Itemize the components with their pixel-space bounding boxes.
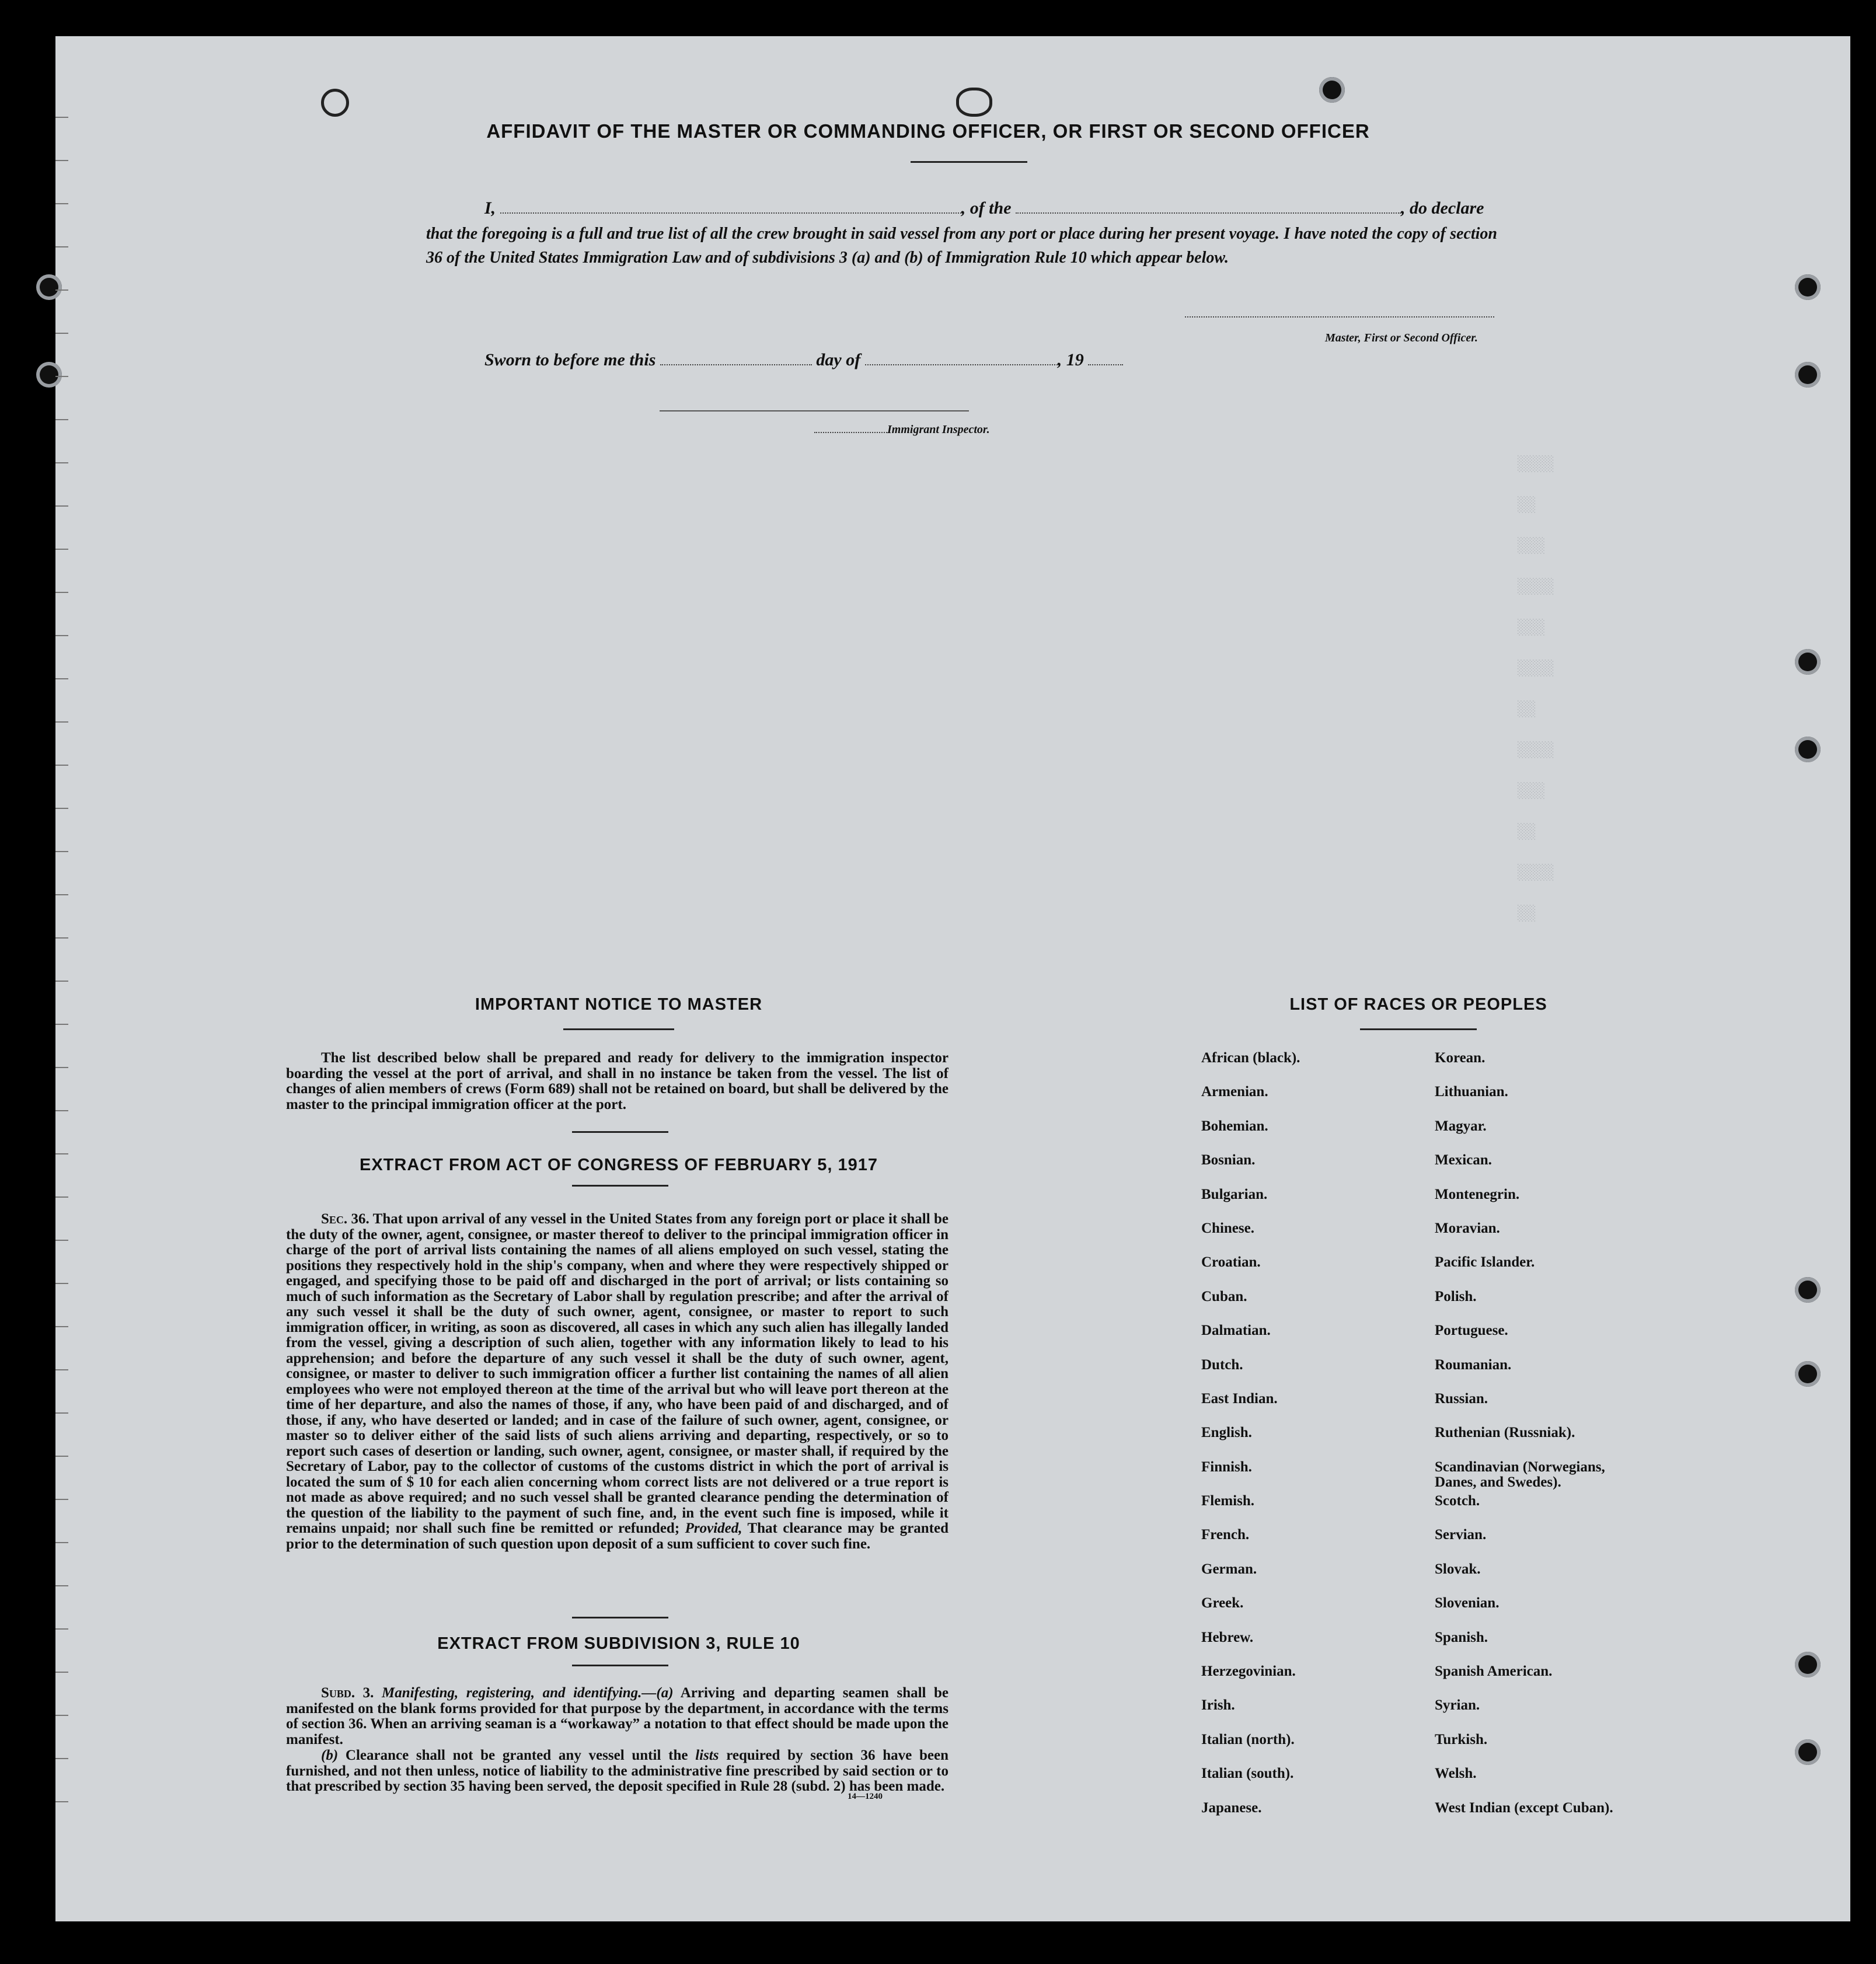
officer-signature-field[interactable] (1185, 316, 1494, 318)
punch-hole (1795, 362, 1821, 388)
margin-tick (55, 203, 68, 204)
declarant-prefix: I, (484, 198, 496, 218)
inspector-label: Immigrant Inspector. (887, 423, 990, 436)
race-item: Irish. (1201, 1697, 1235, 1714)
margin-tick (55, 419, 68, 420)
declare-suffix: , do declare (1401, 198, 1484, 218)
race-item: Lithuanian. (1435, 1084, 1508, 1100)
race-item: Spanish. (1435, 1629, 1488, 1645)
race-item: Chinese. (1201, 1220, 1254, 1236)
races-title-rule (1360, 1028, 1477, 1030)
punch-hole (1795, 649, 1821, 675)
race-item: Magyar. (1435, 1118, 1487, 1134)
margin-tick (55, 1067, 68, 1068)
margin-tick (55, 1024, 68, 1025)
race-item: East Indian. (1201, 1390, 1278, 1407)
margin-tick (55, 894, 68, 895)
race-item: Servian. (1435, 1527, 1487, 1543)
act-section-label: Sec. 36. (321, 1211, 369, 1227)
notice-divider (572, 1131, 668, 1133)
affidavit-declaration-line (484, 198, 1484, 218)
race-item: Scandinavian (Norwegians, Danes, and Swedes). (1435, 1459, 1605, 1490)
margin-tick (55, 333, 68, 334)
act-divider (572, 1617, 668, 1618)
races-column-2 (1435, 1051, 1680, 1834)
rule-b-text-2: required by section 36 have been furnished, and not then unless, notice of liability to the administrative fine prescribed by said section or to that prescribed by section 35 having been served, the deposit specified in Rule 28 (subd. 2) has been made. (286, 1747, 949, 1794)
rule-subd-b (286, 1748, 949, 1795)
punch-hole (1795, 1361, 1821, 1387)
vessel-name-field[interactable] (1016, 212, 1401, 214)
form-number: 14—1240 (848, 1792, 883, 1801)
margin-tick (55, 1456, 68, 1457)
rule-b-text-1: Clearance shall not be granted any vessel until the (345, 1747, 688, 1763)
margin-tick (55, 981, 68, 982)
declarant-name-field[interactable] (500, 212, 961, 214)
affidavit-title-rule (911, 161, 1027, 163)
race-item: German. (1201, 1561, 1257, 1577)
margin-tick (55, 505, 68, 507)
punch-hole (1795, 737, 1821, 762)
race-item: Flemish. (1201, 1493, 1254, 1509)
notice-body (286, 1051, 949, 1112)
punch-hole (1795, 1277, 1821, 1303)
race-item: English. (1201, 1425, 1252, 1441)
races-column-1 (1201, 1051, 1423, 1834)
margin-tick (55, 1326, 68, 1327)
act-title: EXTRACT FROM ACT OF CONGRESS OF FEBRUARY 5, 1917 (359, 1156, 878, 1174)
rule-b-lists: lists (695, 1747, 719, 1763)
race-item: Polish. (1435, 1288, 1477, 1304)
sworn-year-field[interactable] (1088, 364, 1123, 365)
rule-subd-a (286, 1686, 949, 1747)
race-item: Montenegrin. (1435, 1186, 1520, 1202)
races-title: LIST OF RACES OR PEOPLES (1289, 995, 1547, 1014)
race-item: Roumanian. (1435, 1356, 1512, 1373)
notice-title: IMPORTANT NOTICE TO MASTER (475, 995, 763, 1014)
act-section-text: That upon arrival of any vessel in the United States from any foreign port or place it shall be the duty of the owner, agent, consignee, or master thereof to deliver to the principal immigration officer in charge of the port of arrival lists containing the names of all aliens employed on such vessel, stating the positions they respectively hold in the ship's company, when and where they were respectively shipped or engaged, and specifying those to be paid off and discharged in the port of arrival; or lists containing so much of such information as the Secretary of Labor shall by regulation prescribe; and after the arrival of any such vessel it shall be the duty of such owner, agent, consignee, or master to report to such immigration officer, in writing, as soon as discovered, all cases in which any such alien has illegally landed from the vessel, giving a description of such alien, together with any information likely to lead to his apprehension; and before the departure of any such vessel it shall be the duty of such owner, agent, consignee, or master to deliver to such immigration officer a further list containing the names of all alien employees who were not employed thereon at the time of the arrival but who will leave port thereon at the time of her departure, and also the names of those, if any, who have been paid of and discharged, and of those, if any, who have deserted or landed; and in case of the failure of such owner, agent, consignee, or master so to deliver either of the said lists of such aliens arriving and departing, respectively, or so to report such cases of desertion or landing, such owner, agent, consignee, or master shall, if required by the Secretary of Labor, pay to the collector of customs of the customs district in which the port of arrival is located the sum of $ 10 for each alien concerning whom correct lists are not delivered or a true report is not made as above required; and no such vessel shall be granted clearance pending the determination of the question of the liability to the payment of such fine, and, in the event such fine is imposed, while it remains unpaid; nor shall such fine be remitted or refunded; (286, 1211, 949, 1536)
bleed-through-marks: ░░░░ ░░ ░░░ ░░░░ ░░░ ░░░░ ░░ ░░░░ ░░░ ░░ ░░░░ ░░ (1518, 455, 1554, 922)
margin-tick (55, 721, 68, 723)
race-item: Mexican. (1435, 1152, 1492, 1168)
punch-hole (1795, 274, 1821, 300)
race-item: Japanese. (1201, 1799, 1262, 1816)
vessel-prefix: , of the (961, 198, 1012, 218)
sworn-year-prefix: , 19 (1057, 350, 1084, 369)
race-item: Herzegovinian. (1201, 1663, 1296, 1680)
margin-tick (55, 462, 68, 463)
act-provided-text: That clearance may be granted prior to the determination of such question upon deposit of a sum sufficient to cover such fine. (286, 1520, 949, 1552)
affidavit-body: that the foregoing is a full and true list of all the crew brought in said vessel from any port or place during her present voyage. I have noted the copy of section 36 of the United States Immigration Law and of subdivisions 3 (a) and (b) of Immigration Rule 10 which appear below. (426, 225, 1497, 267)
affidavit-title: AFFIDAVIT OF THE MASTER OR COMMANDING OFFICER, OR FIRST OR SECOND OFFICER (486, 120, 1370, 142)
margin-tick (55, 1672, 68, 1673)
race-item: Dalmatian. (1201, 1323, 1271, 1339)
race-item: Turkish. (1435, 1731, 1488, 1747)
notice-body-text: The list described below shall be prepared and ready for delivery to the immigration inspector boarding the vessel at the port of arrival, and shall in no instance be taken from the vessel. The list of changes of alien members of crews (Form 689) shall not be retained on board, but shall be delivered by the master to the principal immigration officer at the port. (286, 1050, 949, 1112)
margin-tick (55, 1196, 68, 1198)
inspector-name-field[interactable] (814, 432, 887, 433)
margin-tick (55, 1499, 68, 1500)
margin-tick (55, 1801, 68, 1802)
race-item: Cuban. (1201, 1288, 1247, 1304)
punch-ring (321, 89, 349, 117)
punch-ring (956, 88, 992, 117)
margin-tick (55, 289, 68, 291)
margin-tick (55, 1542, 68, 1543)
rule-subd-a-text: Arriving and departing seamen shall be manifested on the blank forms provided for that purpose by the department, in accordance with the terms of section 36. When an arriving seaman is a “workaway” a notation to that effect should be made upon the manifest. (286, 1685, 949, 1747)
race-item: West Indian (except Cuban). (1435, 1799, 1613, 1816)
punch-hole (1795, 1739, 1821, 1765)
sworn-day-of: day of (816, 350, 861, 369)
race-item: Pacific Islander. (1435, 1254, 1535, 1271)
race-item: Finnish. (1201, 1459, 1252, 1475)
act-provided-label: Provided, (685, 1520, 742, 1536)
punch-hole (1795, 1652, 1821, 1677)
margin-tick (55, 1715, 68, 1716)
race-item: Dutch. (1201, 1356, 1243, 1373)
race-item: Greek. (1201, 1595, 1244, 1611)
margin-tick (55, 1240, 68, 1241)
race-item: Slovenian. (1435, 1595, 1500, 1611)
race-item: Bohemian. (1201, 1118, 1268, 1134)
margin-tick (55, 1110, 68, 1111)
rule-title-rule (572, 1665, 668, 1666)
rule-subd-label: Subd. 3. (321, 1685, 374, 1701)
margin-tick (55, 1628, 68, 1630)
inspector-label-line (814, 423, 990, 437)
sworn-month-field[interactable] (865, 364, 1058, 365)
race-item: Bosnian. (1201, 1152, 1256, 1168)
margin-tick (55, 592, 68, 593)
rule-title: EXTRACT FROM SUBDIVISION 3, RULE 10 (437, 1634, 800, 1653)
notice-title-rule (563, 1028, 674, 1030)
race-item: Slovak. (1435, 1561, 1481, 1577)
race-item: Moravian. (1435, 1220, 1500, 1236)
sworn-day-field[interactable] (660, 364, 812, 365)
race-item: Italian (south). (1201, 1766, 1294, 1782)
margin-tick (55, 1758, 68, 1759)
act-body (286, 1212, 949, 1552)
race-item: Syrian. (1435, 1697, 1480, 1714)
punch-hole (1319, 77, 1345, 103)
race-item: Italian (north). (1201, 1731, 1295, 1747)
race-item: African (black). (1201, 1050, 1300, 1066)
race-item: Welsh. (1435, 1766, 1477, 1782)
officer-signature-label: Master, First or Second Officer. (1325, 332, 1478, 344)
margin-tick (55, 1412, 68, 1414)
race-item: Hebrew. (1201, 1629, 1254, 1645)
race-item: Croatian. (1201, 1254, 1261, 1271)
race-item: Korean. (1435, 1050, 1486, 1066)
sworn-line (484, 350, 1123, 370)
race-item: Ruthenian (Russniak). (1435, 1425, 1575, 1441)
margin-tick (55, 549, 68, 550)
margin-tick (55, 1283, 68, 1284)
race-item: Spanish American. (1435, 1663, 1553, 1680)
margin-tick (55, 678, 68, 679)
race-item: Armenian. (1201, 1084, 1268, 1100)
margin-tick (55, 851, 68, 852)
rule-b-label: (b) (321, 1747, 339, 1763)
race-item: French. (1201, 1527, 1250, 1543)
margin-tick (55, 808, 68, 809)
margin-tick (55, 765, 68, 766)
margin-tick (55, 376, 68, 377)
margin-tick (55, 635, 68, 636)
act-title-rule (572, 1185, 668, 1187)
margin-tick (55, 160, 68, 161)
race-item: Bulgarian. (1201, 1186, 1268, 1202)
margin-tick (55, 246, 68, 247)
left-margin-ticks (55, 117, 68, 1868)
margin-tick (55, 1369, 68, 1370)
margin-tick (55, 1585, 68, 1586)
rule-subd-heading: Manifesting, registering, and identifying.—(a) (381, 1685, 674, 1701)
inspector-signature-field[interactable] (660, 410, 969, 411)
race-item: Russian. (1435, 1390, 1488, 1407)
race-item: Portuguese. (1435, 1323, 1508, 1339)
margin-tick (55, 1153, 68, 1154)
race-item: Scotch. (1435, 1493, 1480, 1509)
margin-tick (55, 117, 68, 118)
sworn-prefix: Sworn to before me this (484, 350, 656, 369)
margin-tick (55, 937, 68, 939)
